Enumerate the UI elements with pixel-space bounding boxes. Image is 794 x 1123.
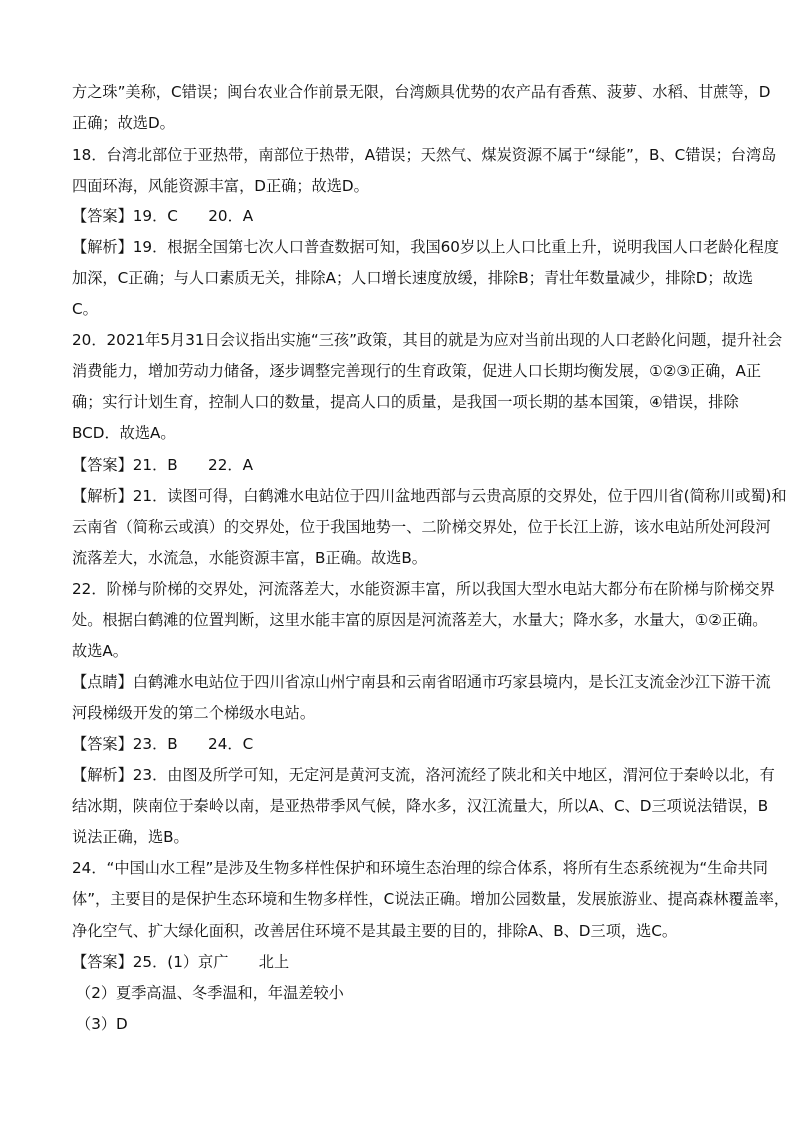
text-line: 24．“中国山水工程”是涉及生物多样性保护和环境生态治理的综合体系，将所有生态系统视为“生命共同	[72, 859, 768, 877]
analysis-line: 【解析】19．根据全国第七次人口普查数据可知，我国60岁以上人口比重上升，说明我国人口老龄化程度	[72, 238, 779, 256]
text-line: 四面环海，风能资源丰富，D正确；故选D。	[72, 177, 369, 195]
text-line: 18．台湾北部位于亚热带，南部位于热带，A错误；天然气、煤炭资源不属于“绿能”，B、C错误；台湾岛	[72, 146, 777, 164]
text-line: 22．阶梯与阶梯的交界处，河流落差大，水能资源丰富，所以我国大型水电站大都分布在阶梯与阶梯交界	[72, 580, 775, 598]
text-line: 确；实行计划生育，控制人口的数量，提高人口的质量，是我国一项长期的基本国策，④错误，排除	[72, 393, 739, 411]
text-line: 体”，主要目的是保护生态环境和生物多样性，C说法正确。增加公园数量，发展旅游业、提高森林覆盖率，	[72, 890, 790, 908]
text-line: 处。根据白鹤滩的位置判断，这里水能丰富的原因是河流落差大，水量大；降水多，水量大，①②正确。	[72, 611, 768, 629]
text-line: （3）D	[76, 1015, 128, 1033]
text-line: 云南省（简称云或滇）的交界处，位于我国地势一、二阶梯交界处，位于长江上游，该水电站所处河段河	[72, 518, 771, 536]
analysis-line: 【解析】23．由图及所学可知，无定河是黄河支流，洛河流经了陕北和关中地区，渭河位于秦岭以北，有	[72, 766, 775, 784]
text-line: BCD．故选A。	[72, 424, 176, 442]
answer-line: 【答案】21．B 22．A	[72, 456, 253, 474]
text-line: 加深，C正确；与人口素质无关，排除A；人口增长速度放缓，排除B；青壮年数量减少，排除D；故选	[72, 269, 753, 287]
answer-line: 【答案】23．B 24．C	[72, 735, 254, 753]
answer-line: 【答案】19．C 20．A	[72, 207, 254, 225]
text-line: 20．2021年5月31日会议指出实施“三孩”政策，其目的就是为应对当前出现的人口老龄化问题，提升社会	[72, 331, 783, 349]
text-line: 故选A。	[72, 642, 128, 660]
text-line: 消费能力，增加劳动力储备，逐步调整完善现行的生育政策，促进人口长期均衡发展，①②③正确，A正	[72, 362, 762, 380]
text-line: C。	[72, 300, 98, 318]
text-line: 河段梯级开发的第二个梯级水电站。	[72, 704, 315, 722]
text-line: 正确；故选D。	[72, 114, 175, 132]
text-line: 方之珠”美称，C错误；闽台农业合作前景无限，台湾颇具优势的农产品有香蕉、菠萝、水稻、甘蔗等，D	[72, 83, 771, 101]
answer-line: 【答案】25．(1）京广 北上	[72, 953, 290, 971]
key-point-line: 【点睛】白鹤滩水电站位于四川省凉山州宁南县和云南省昭通市巧家县境内，是长江支流金沙江下游干流	[72, 673, 771, 691]
text-line: 结冰期，陕南位于秦岭以南，是亚热带季风气候，降水多，汉江流量大，所以A、C、D三项说法错误，B	[72, 797, 769, 815]
text-line: 净化空气、扩大绿化面积，改善居住环境不是其最主要的目的，排除A、B、D三项，选C。	[72, 922, 678, 940]
text-line: 流落差大，水流急，水能资源丰富，B正确。故选B。	[72, 549, 427, 567]
analysis-line: 【解析】21．读图可得，白鹤滩水电站位于四川盆地西部与云贵高原的交界处，位于四川省(简称川或蜀)和	[72, 487, 787, 505]
text-line: （2）夏季高温、冬季温和，年温差较小	[76, 984, 344, 1002]
text-line: 说法正确，选B。	[72, 828, 189, 846]
